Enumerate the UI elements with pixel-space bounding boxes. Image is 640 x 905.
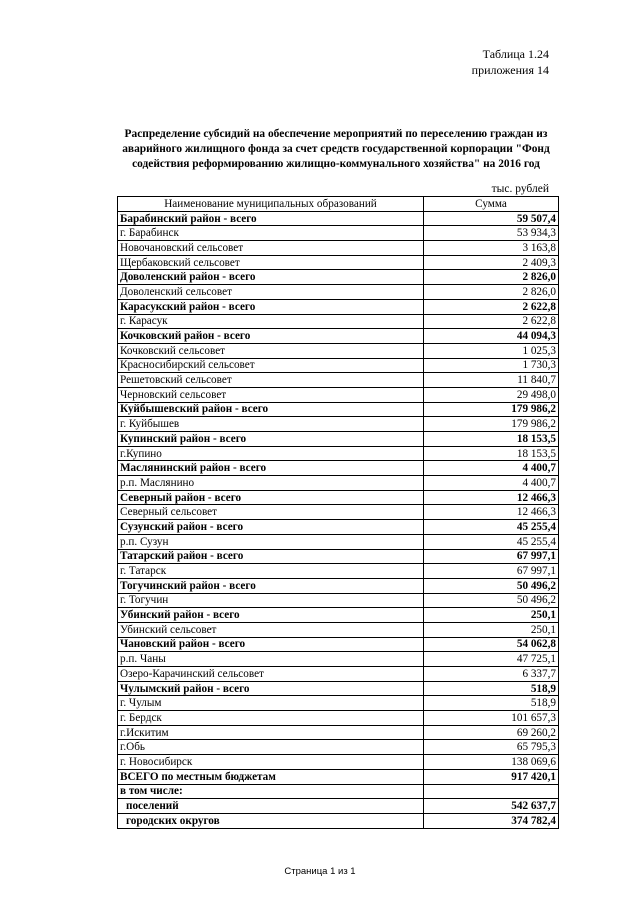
subsidy-amount: 29 498,0 [424, 387, 559, 402]
table-row [118, 681, 559, 696]
table-row [118, 211, 559, 226]
municipality-name: Карасукский район - всего [118, 299, 424, 314]
municipality-name: Чановский район - всего [118, 637, 424, 652]
table-row [118, 564, 559, 579]
subsidy-amount: 12 466,3 [424, 490, 559, 505]
municipality-name: в том числе: [118, 784, 424, 799]
table-row [118, 461, 559, 476]
subsidy-amount: 374 782,4 [424, 813, 559, 828]
subsidy-amount: 44 094,3 [424, 329, 559, 344]
table-row [118, 593, 559, 608]
table-row [118, 637, 559, 652]
subsidy-amount: 67 997,1 [424, 549, 559, 564]
municipality-name: Маслянинский район - всего [118, 461, 424, 476]
municipality-name: Кочковский сельсовет [118, 343, 424, 358]
table-row [118, 299, 559, 314]
table-row [118, 549, 559, 564]
municipality-name: Татарский район - всего [118, 549, 424, 564]
subsidy-amount: 54 062,8 [424, 637, 559, 652]
municipality-name: г. Барабинск [118, 226, 424, 241]
table-row [118, 652, 559, 667]
table-row [118, 799, 559, 814]
table-row [118, 446, 559, 461]
table-row [118, 667, 559, 682]
subsidy-amount: 2 622,8 [424, 314, 559, 329]
subsidy-amount: 179 986,2 [424, 402, 559, 417]
subsidy-amount: 67 997,1 [424, 564, 559, 579]
subsidy-amount: 2 622,8 [424, 299, 559, 314]
subsidy-amount: 3 163,8 [424, 241, 559, 256]
subsidy-amount: 518,9 [424, 681, 559, 696]
subsidy-amount: 45 255,4 [424, 534, 559, 549]
municipality-name: р.п. Маслянино [118, 476, 424, 491]
table-row [118, 520, 559, 535]
units-label: тыс. рублей [491, 183, 549, 195]
subsidy-amount: 2 826,0 [424, 270, 559, 285]
table-row [118, 740, 559, 755]
municipality-name: поселений [118, 799, 424, 814]
municipality-name: г. Карасук [118, 314, 424, 329]
subsidy-amount: 4 400,7 [424, 476, 559, 491]
municipality-name: Убинский сельсовет [118, 622, 424, 637]
subsidy-amount: 1 025,3 [424, 343, 559, 358]
document-title [112, 127, 560, 172]
municipality-name: Красносибирский сельсовет [118, 358, 424, 373]
subsidy-amount: 138 069,6 [424, 755, 559, 770]
table-row [118, 476, 559, 491]
municipality-name: г. Тогучин [118, 593, 424, 608]
municipality-name: Доволенский сельсовет [118, 285, 424, 300]
municipality-name: Чулымский район - всего [118, 681, 424, 696]
municipality-name: городских округов [118, 813, 424, 828]
municipality-name: г.Обь [118, 740, 424, 755]
table-row [118, 373, 559, 388]
subsidy-amount: 250,1 [424, 622, 559, 637]
table-row [118, 387, 559, 402]
table-row [118, 505, 559, 520]
municipality-name: р.п. Чаны [118, 652, 424, 667]
subsidy-amount: 50 496,2 [424, 578, 559, 593]
table-row [118, 534, 559, 549]
subsidy-amount: 2 826,0 [424, 285, 559, 300]
table-row [118, 622, 559, 637]
table-row [118, 432, 559, 447]
municipality-name: Щербаковский сельсовет [118, 255, 424, 270]
municipality-name: Купинский район - всего [118, 432, 424, 447]
municipality-name: Сузунский район - всего [118, 520, 424, 535]
municipality-name: ВСЕГО по местным бюджетам [118, 769, 424, 784]
municipality-name: Северный район - всего [118, 490, 424, 505]
subsidy-amount: 518,9 [424, 696, 559, 711]
municipality-name: Барабинский район - всего [118, 211, 424, 226]
table-row [118, 813, 559, 828]
subsidy-amount: 65 795,3 [424, 740, 559, 755]
municipality-name: Убинский район - всего [118, 608, 424, 623]
subsidy-amount: 69 260,2 [424, 725, 559, 740]
subsidy-amount: 1 730,3 [424, 358, 559, 373]
table-row [118, 343, 559, 358]
title-line-2: аварийного жилищного фонда за счет средств государственной корпорации "Фонд [122, 143, 550, 155]
municipality-name: Черновский сельсовет [118, 387, 424, 402]
subsidy-amount: 50 496,2 [424, 593, 559, 608]
subsidy-amount: 917 420,1 [424, 769, 559, 784]
municipality-name: г.Искитим [118, 725, 424, 740]
table-row [118, 329, 559, 344]
subsidy-amount: 18 153,5 [424, 432, 559, 447]
table-row [118, 578, 559, 593]
subsidy-amount: 101 657,3 [424, 711, 559, 726]
municipality-name: г.Купино [118, 446, 424, 461]
page-footer: Страница 1 из 1 [284, 866, 356, 877]
table-row [118, 358, 559, 373]
subsidy-amount: 12 466,3 [424, 505, 559, 520]
municipality-name: Северный сельсовет [118, 505, 424, 520]
municipality-name: г. Бердск [118, 711, 424, 726]
municipality-name: г. Чулым [118, 696, 424, 711]
table-number: Таблица 1.24 [482, 47, 549, 61]
municipality-name: г. Новосибирск [118, 755, 424, 770]
table-row [118, 784, 559, 799]
subsidy-amount: 250,1 [424, 608, 559, 623]
table-row [118, 725, 559, 740]
subsidy-amount: 4 400,7 [424, 461, 559, 476]
table-row [118, 608, 559, 623]
subsidy-amount: 53 934,3 [424, 226, 559, 241]
municipality-name: Новочановский сельсовет [118, 241, 424, 256]
subsidy-amount: 542 637,7 [424, 799, 559, 814]
subsidy-amount: 179 986,2 [424, 417, 559, 432]
subsidy-amount: 2 409,3 [424, 255, 559, 270]
table-row [118, 285, 559, 300]
municipality-name: Озеро-Карачинский сельсовет [118, 667, 424, 682]
subsidy-amount: 6 337,7 [424, 667, 559, 682]
table-row [118, 769, 559, 784]
table-row [118, 402, 559, 417]
subsidy-amount: 47 725,1 [424, 652, 559, 667]
table-row [118, 255, 559, 270]
table-header-row [118, 197, 559, 212]
table-reference [472, 46, 549, 78]
table-row [118, 270, 559, 285]
municipality-name: г. Куйбышев [118, 417, 424, 432]
subsidy-amount: 45 255,4 [424, 520, 559, 535]
table-row [118, 711, 559, 726]
table-body [118, 211, 559, 828]
subsidy-amount: 11 840,7 [424, 373, 559, 388]
column-header-sum: Сумма [424, 197, 559, 212]
municipality-name: р.п. Сузун [118, 534, 424, 549]
appendix-label: приложения 14 [471, 63, 549, 77]
municipality-name: Тогучинский район - всего [118, 578, 424, 593]
table-row [118, 755, 559, 770]
subsidy-amount [424, 784, 559, 799]
table-row [118, 314, 559, 329]
subsidy-amount: 59 507,4 [424, 211, 559, 226]
table-row [118, 696, 559, 711]
municipality-name: Решетовский сельсовет [118, 373, 424, 388]
title-line-3: содействия реформированию жилищно-коммунального хозяйства" на 2016 год [132, 158, 540, 170]
municipality-name: Куйбышевский район - всего [118, 402, 424, 417]
table-row [118, 490, 559, 505]
table-row [118, 226, 559, 241]
subsidy-amount: 18 153,5 [424, 446, 559, 461]
municipality-name: Кочковский район - всего [118, 329, 424, 344]
municipality-name: г. Татарск [118, 564, 424, 579]
table-row [118, 241, 559, 256]
title-line-1: Распределение субсидий на обеспечение мероприятий по переселению граждан из [124, 128, 548, 140]
column-header-name: Наименование муниципальных образований [118, 197, 424, 212]
subsidy-table [117, 196, 559, 829]
municipality-name: Доволенский район - всего [118, 270, 424, 285]
table-row [118, 417, 559, 432]
